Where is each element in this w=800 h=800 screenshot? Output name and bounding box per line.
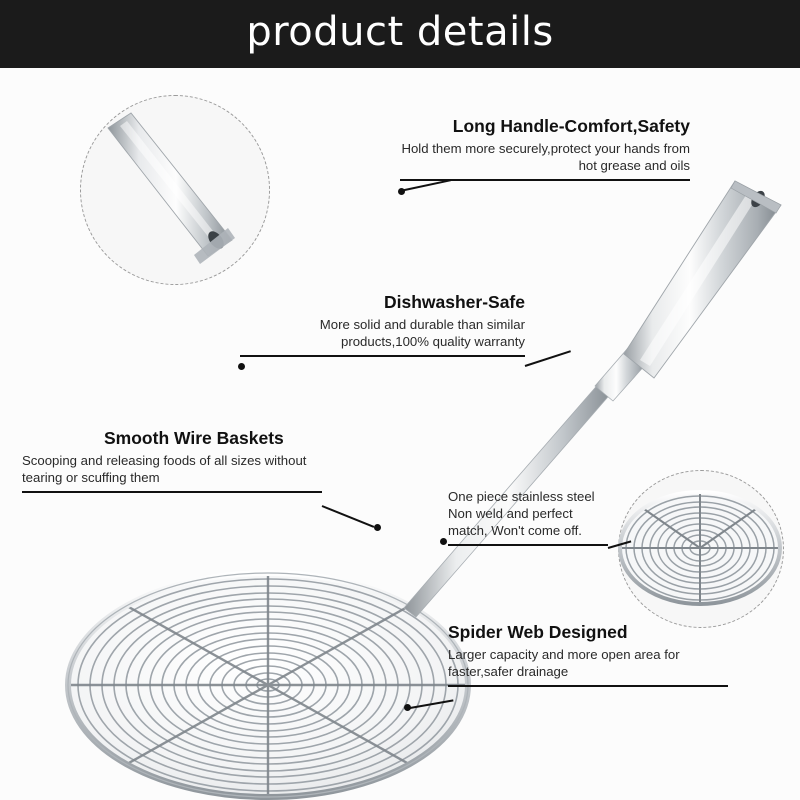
- callout-title: Dishwasher-Safe: [383, 292, 525, 312]
- callout-title: Spider Web Designed: [448, 622, 628, 642]
- callout-smooth-wire-baskets: [22, 428, 322, 493]
- header-banner: [0, 0, 800, 68]
- callout-rule: [22, 491, 322, 493]
- callout-one-piece: [448, 488, 608, 546]
- callout-long-handle: [400, 116, 690, 181]
- callout-title: Long Handle-Comfort,Safety: [452, 116, 690, 136]
- callout-body: Scooping and releasing foods of all sizes without tearing or scuffing them: [22, 453, 307, 485]
- callout-rule: [448, 544, 608, 546]
- page-title: product details: [246, 9, 554, 55]
- callout-body: Larger capacity and more open area for faster,safer drainage: [448, 647, 680, 679]
- callout-rule: [448, 685, 728, 687]
- callout-spider-web: [448, 622, 728, 687]
- leader-dot-baskets: [374, 524, 381, 531]
- callout-dishwasher-safe: [240, 292, 525, 357]
- basket-weave-detail: [620, 492, 780, 604]
- callout-body: One piece stainless steel Non weld and perfect match, Won't come off.: [448, 489, 595, 538]
- leader-dot-one-piece: [440, 538, 447, 545]
- callout-body: Hold them more securely,protect your hands from hot grease and oils: [401, 141, 690, 173]
- illustration-canvas: [0, 68, 800, 800]
- callout-title: Smooth Wire Baskets: [104, 428, 284, 448]
- callout-rule: [240, 355, 525, 357]
- leader-dot-dishwasher: [238, 363, 245, 370]
- callout-body: More solid and durable than similar products,100% quality warranty: [319, 317, 525, 349]
